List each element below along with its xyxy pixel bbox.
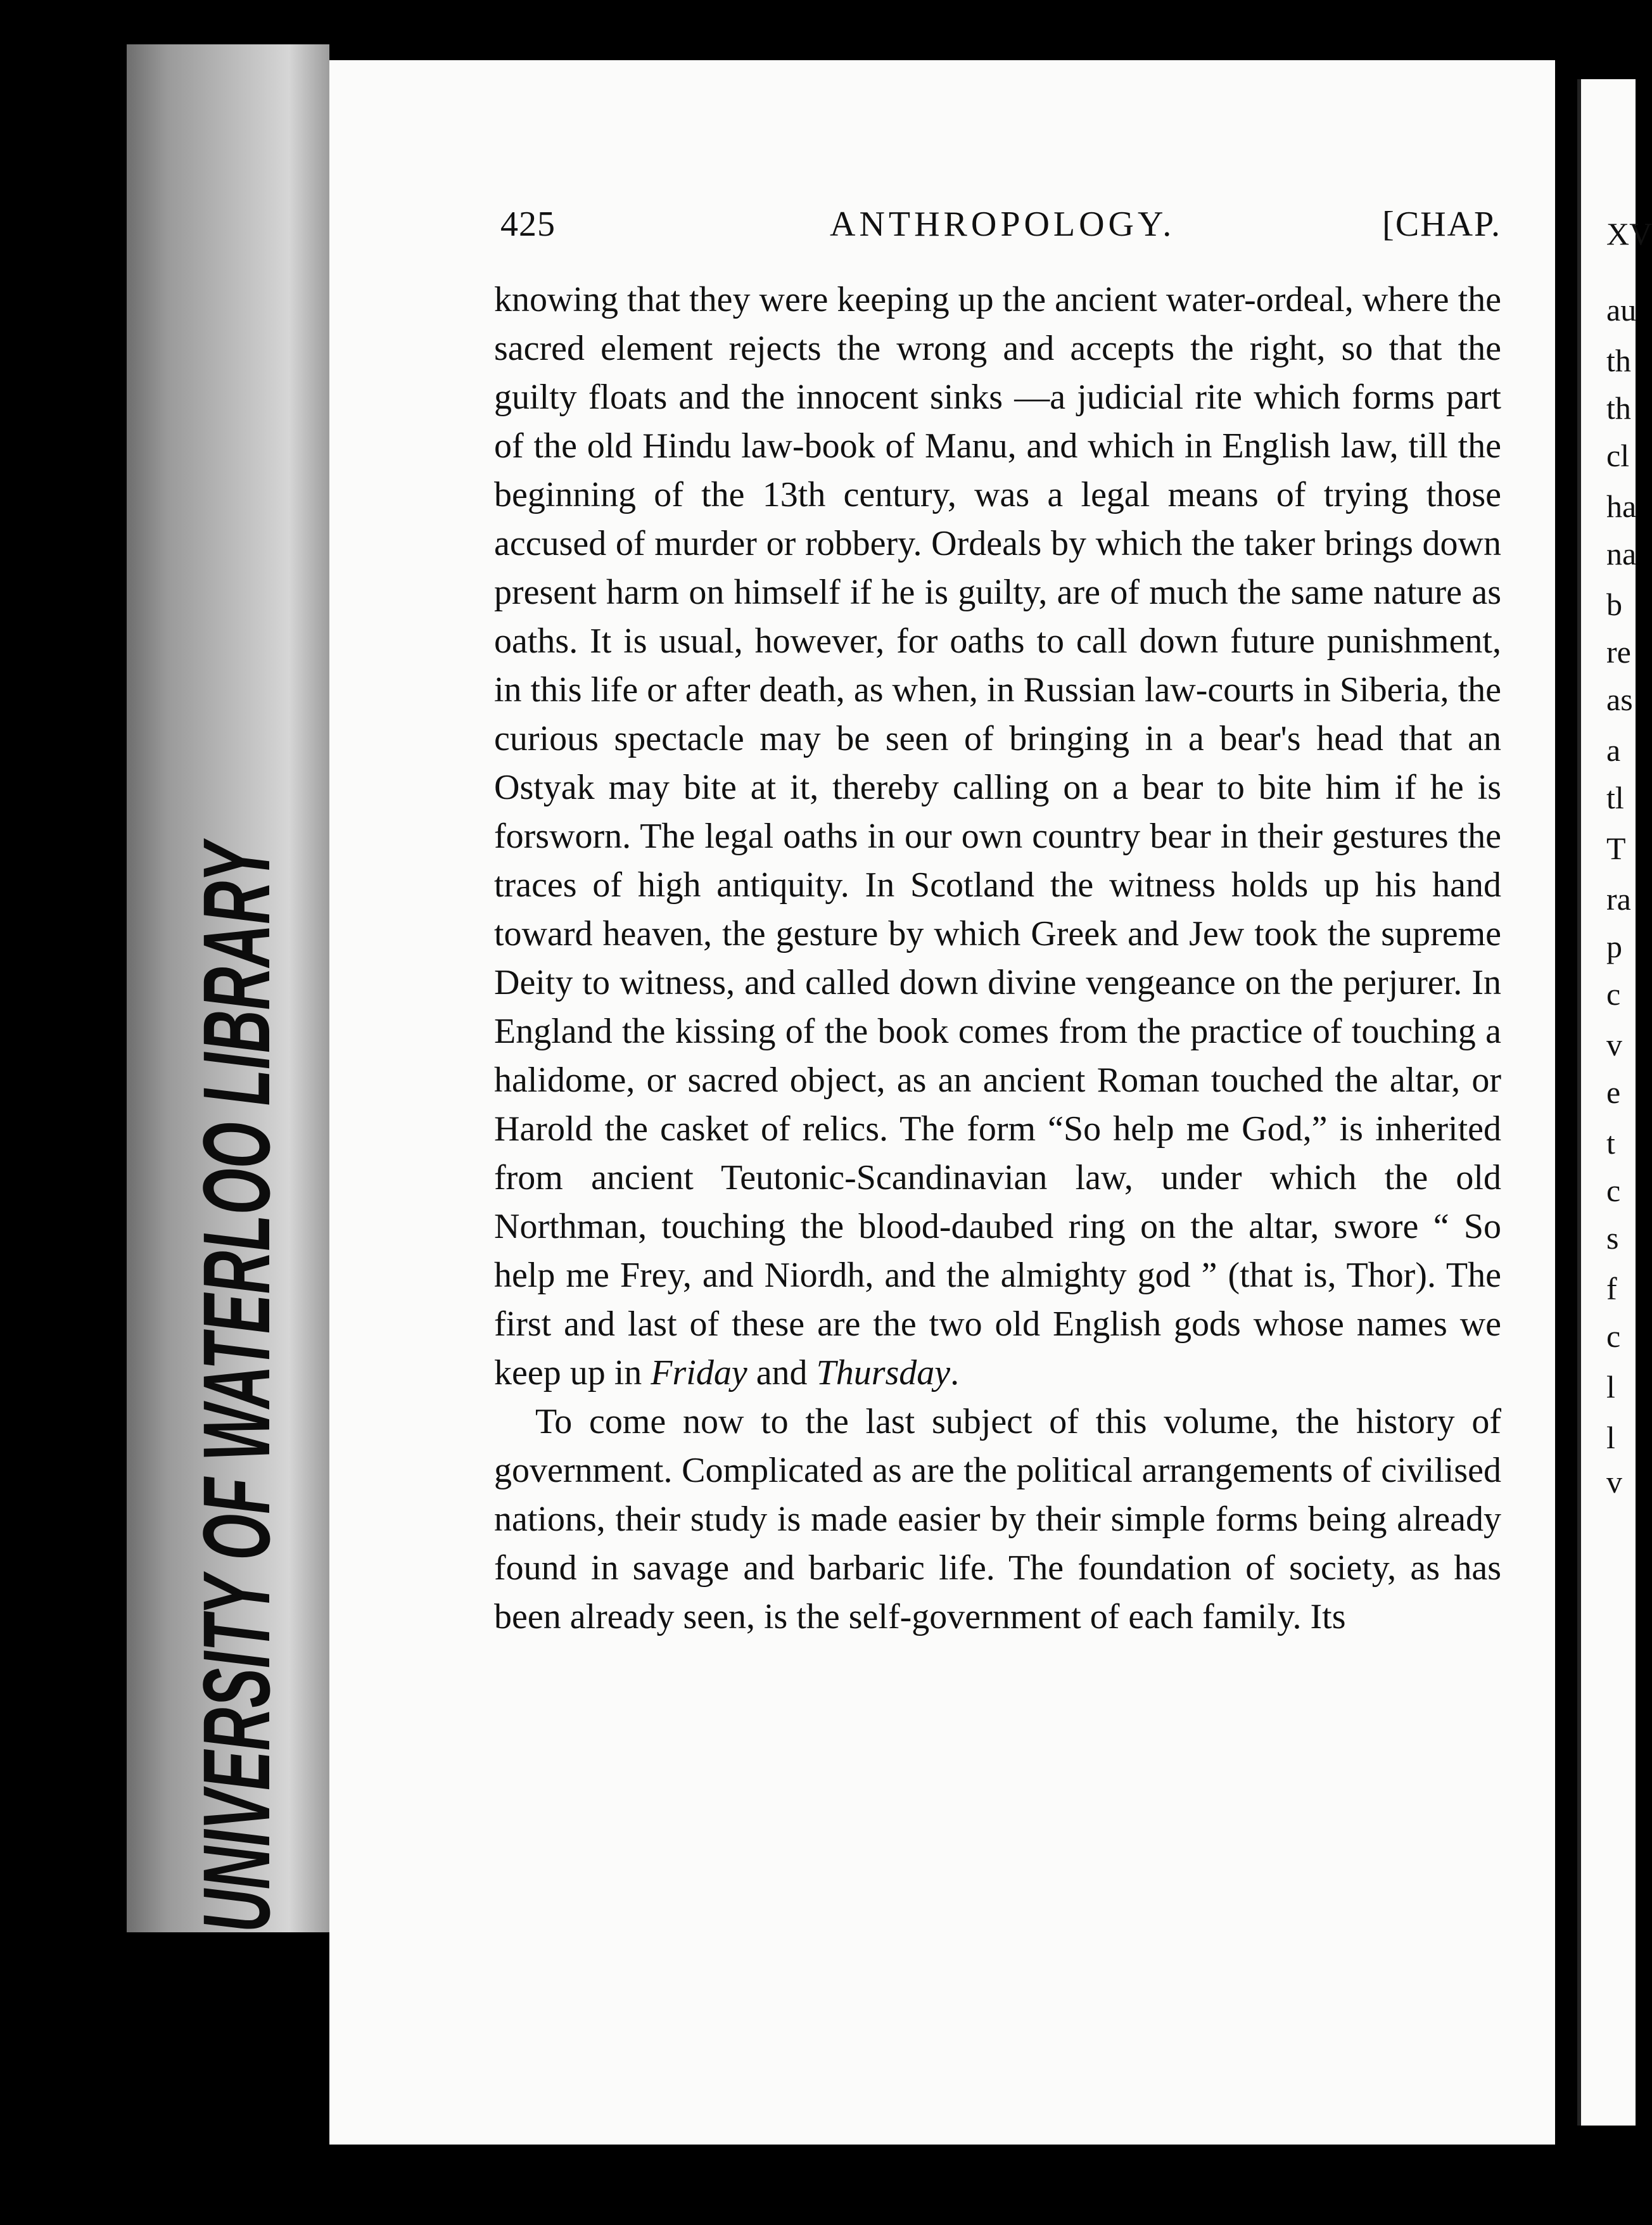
- facing-page-fragment: cl: [1606, 438, 1630, 473]
- facing-page-fragment: th: [1606, 390, 1631, 426]
- facing-page-edge: [1577, 79, 1652, 2126]
- facing-page-fragment: re: [1606, 634, 1631, 670]
- facing-page-fragment: c: [1606, 1173, 1621, 1208]
- text-run: and: [747, 1353, 816, 1393]
- running-title: ANTHROPOLOGY.: [830, 205, 1176, 244]
- facing-page-fragment: v: [1606, 1464, 1622, 1500]
- facing-page-fragment: f: [1606, 1271, 1617, 1306]
- facing-page-fragment: ha: [1606, 488, 1637, 524]
- facing-page-fragment: l: [1606, 1369, 1615, 1405]
- chapter-marker: [CHAP.: [1382, 205, 1501, 244]
- facing-page-fragment: T: [1606, 831, 1626, 866]
- facing-page-fragment: a: [1606, 732, 1621, 768]
- italic-text: Friday: [651, 1353, 747, 1393]
- facing-page-fragment: na: [1606, 536, 1637, 571]
- paragraph: [494, 1398, 1501, 1642]
- facing-page-fragment: l: [1606, 1420, 1615, 1455]
- page-number: 425: [500, 205, 556, 244]
- facing-page-fragment: c: [1606, 976, 1621, 1012]
- facing-page-fragment: c: [1606, 1318, 1621, 1354]
- facing-page-fragment: ra: [1606, 881, 1631, 917]
- paragraph: [494, 276, 1501, 1398]
- facing-page-fragment: s: [1606, 1220, 1619, 1256]
- body-text: [494, 276, 1501, 1642]
- facing-page-fragment: e: [1606, 1074, 1621, 1110]
- facing-page-fragment: tl: [1606, 780, 1624, 815]
- running-header: [500, 204, 1501, 255]
- text-run: .: [950, 1353, 960, 1393]
- facing-page-fragment: XV: [1606, 216, 1652, 252]
- text-run: To come now to the last subject of this volume, the history of government. Complicated as are the political arrangements of civilised nations, their study is made easier by their simple forms being already found in savage and barbaric life. The foundation of society, as has been already seen, is the self-government of each family. Its: [494, 1402, 1501, 1636]
- facing-page-fragment: b: [1606, 587, 1622, 622]
- library-stamp-text: UNIVERSITY OF WATERLOO LIBRARY: [183, 189, 289, 1932]
- page-gutter-line: [1577, 79, 1581, 2126]
- facing-page-fragment: v: [1606, 1027, 1622, 1062]
- italic-text: Thursday: [816, 1353, 951, 1393]
- facing-page-fragment: th: [1606, 343, 1631, 378]
- facing-page-fragment: as: [1606, 682, 1633, 717]
- library-stamp: [149, 189, 307, 1945]
- text-run: knowing that they were keeping up the ancient water-ordeal, where the sacred element rejects the wrong and accepts the right, so that the guilty floats and the innocent sinks —a judicial rite which forms part of the old Hindu law-book of Manu, and which in English law, till the beginning of the 13th century, was a legal means of trying those accused of murder or robbery. Ordeals by which the taker brings down present harm on himself if he is guilty, are of much the same nature as oaths. It is usual, however, for oaths to call down future punishment, in this life or after death, as when, in Russian law-courts in Siberia, the curious spectacle may be seen of bringing in a bear's head that an Ostyak may bite at it, thereby calling on a bear to bite him if he is forsworn. The legal oaths in our own country bear in their gestures the traces of high antiquity. In Scotland the witness holds up his hand toward heaven, the gesture by which Greek and Jew took the supreme Deity to witness, and called down divine vengeance on the perjurer. In England the kissing of the book comes from the practice of touching a halidome, or sacred object, as an ancient Roman touched the altar, or Harold the casket of relics. The form “So help me God,” is inherited from ancient Teutonic-Scandinavian law, under which the old Northman, touching the blood-daubed ring on the altar, swore “ So help me Frey, and Niordh, and the almighty god ” (that is, Thor). The first and last of these are the two old English gods whose names we keep up in: [494, 280, 1501, 1393]
- facing-page-fragment: au: [1606, 292, 1637, 328]
- facing-page-fragment: p: [1606, 929, 1622, 964]
- facing-page-fragment: t: [1606, 1125, 1615, 1161]
